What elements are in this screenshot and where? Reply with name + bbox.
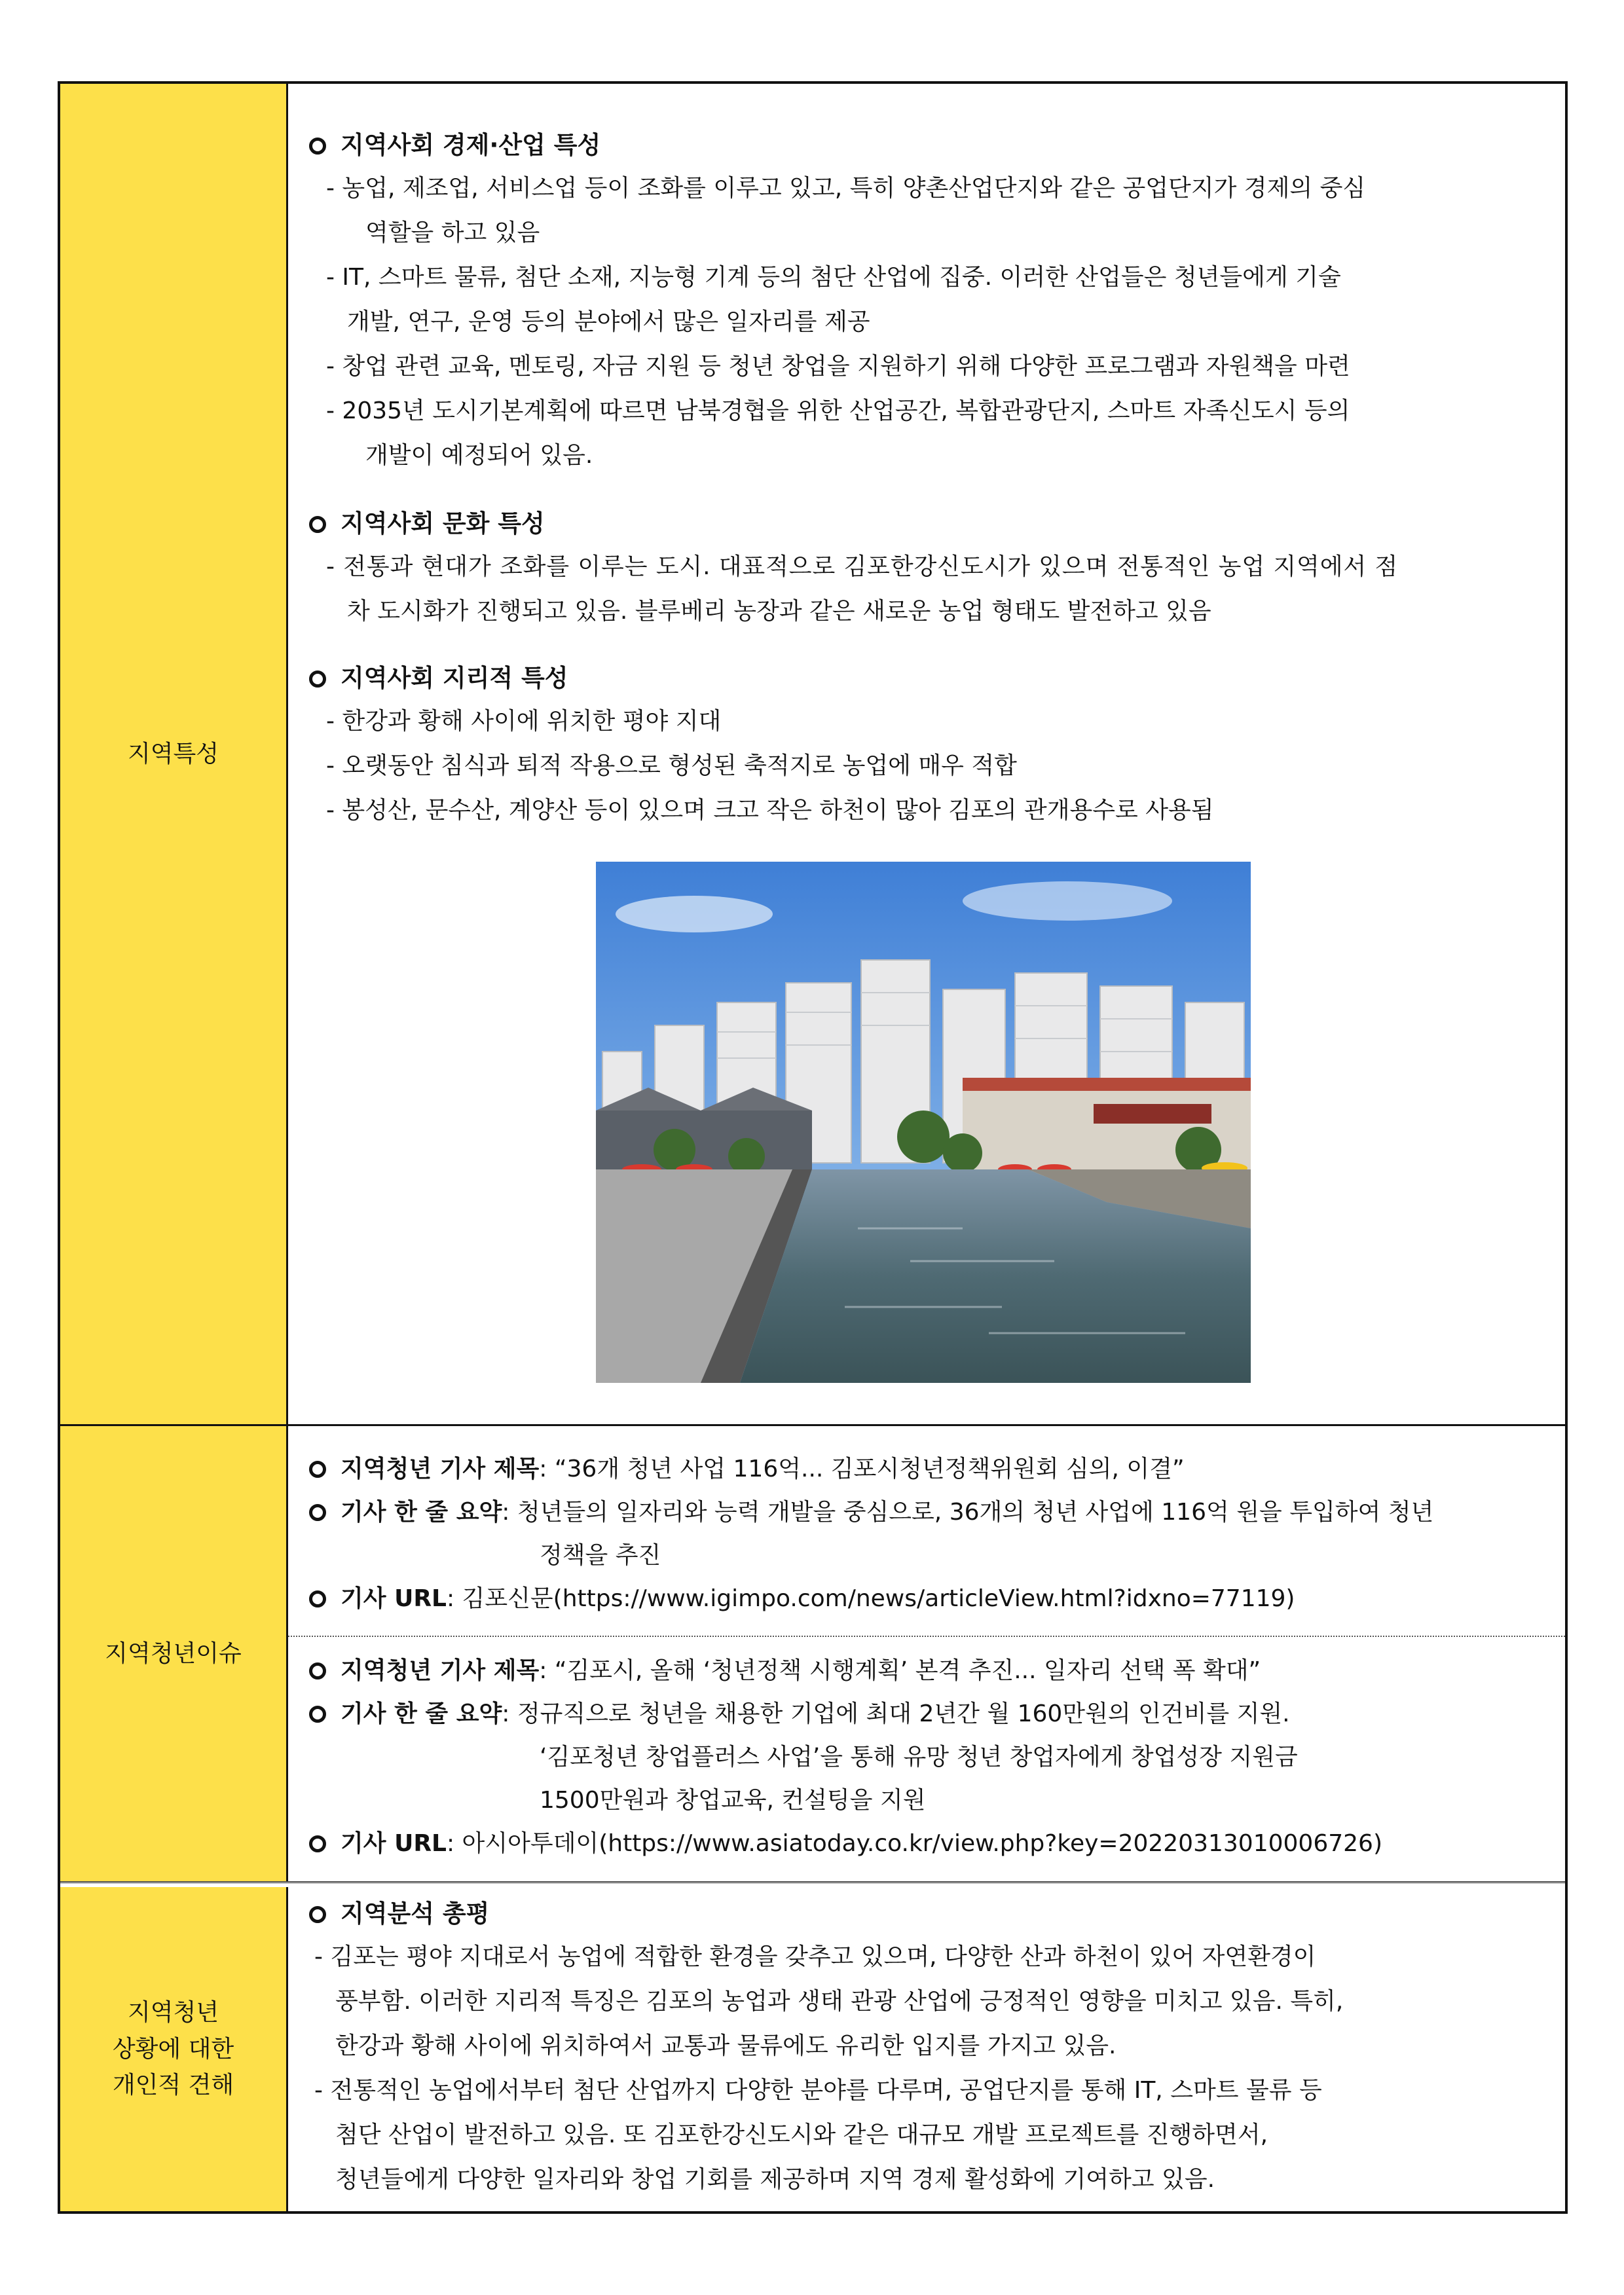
opinion-line: 청년들에게 다양한 일자리와 창업 기회를 제공하며 지역 경제 활성화에 기여하고 있음.: [335, 2166, 1215, 2193]
economy-line: 역할을 하고 있음: [365, 219, 540, 246]
label-regional-text: 지역특성: [127, 740, 219, 767]
opinion-line: - 김포는 평야 지대로서 농업에 적합한 환경을 갖추고 있으며, 다양한 산과 하천이 있어 자연환경이: [314, 1943, 1316, 1970]
row-opinion: [60, 1887, 1565, 2211]
article-1-summary-cont: 정책을 추진: [540, 1542, 661, 1569]
circle-bullet-icon: [309, 1662, 326, 1680]
circle-bullet-icon: [309, 1706, 326, 1723]
section-heading-culture: 지역사회 문화 특성: [309, 504, 545, 539]
geography-line: - 봉성산, 문수산, 계양산 등이 있으며 크고 작은 하천이 많아 김포의 관개용수로 사용됨: [326, 797, 1214, 824]
opinion-line: - 전통적인 농업에서부터 첨단 산업까지 다양한 분야를 다루며, 공업단지를 통해 IT, 스마트 물류 등: [314, 2077, 1322, 2104]
circle-bullet-icon: [309, 516, 326, 533]
article-2-summary-cont: 1500만원과 창업교육, 컨설팅을 지원: [540, 1787, 926, 1814]
section-heading-summary: 지역분석 총평: [309, 1894, 489, 1929]
label-youth-issues: [60, 1426, 288, 1881]
economy-line: - 농업, 제조업, 서비스업 등이 조화를 이루고 있고, 특히 양촌산업단지와 같은 공업단지가 경제의 중심: [326, 175, 1366, 202]
circle-bullet-icon: [309, 1461, 326, 1478]
economy-line: - 창업 관련 교육, 멘토링, 자금 지원 등 청년 창업을 지원하기 위해 다양한 프로그램과 자원책을 마련: [326, 353, 1350, 380]
article-1-title: 지역청년 기사 제목: “36개 청년 사업 116억... 김포시청년정책위원회 심의, 이결”: [309, 1450, 1185, 1484]
economy-line: 개발, 연구, 운영 등의 분야에서 많은 일자리를 제공: [347, 308, 870, 335]
opinion-line: 풍부함. 이러한 지리적 특징은 김포의 농업과 생태 관광 산업에 긍정적인 영향을 미치고 있음. 특히,: [335, 1988, 1344, 2015]
opinion-line: 첨단 산업이 발전하고 있음. 또 김포한강신도시와 같은 대규모 개발 프로젝트를 진행하면서,: [335, 2121, 1268, 2148]
document-table: [58, 81, 1568, 2214]
geography-line: - 한강과 황해 사이에 위치한 평야 지대: [326, 708, 722, 735]
culture-line: 차 도시화가 진행되고 있음. 블루베리 농장과 같은 새로운 농업 형태도 발전하고 있음: [347, 598, 1211, 625]
row-youth-issues: [60, 1426, 1565, 1883]
economy-line: - IT, 스마트 물류, 첨단 소재, 지능형 기계 등의 첨단 산업에 집중. 이러한 산업들은 청년들에게 기술: [326, 264, 1341, 291]
circle-bullet-icon: [309, 138, 326, 155]
youth-issues-content: [288, 1426, 1565, 1881]
article-2-url: 기사 URL: 아시아투데이(https://www.asiatoday.co.kr/view.php?key=20220313010006726): [309, 1825, 1382, 1858]
circle-bullet-icon: [309, 1906, 326, 1923]
culture-line: - 전통과 현대가 조화를 이루는 도시. 대표적으로 김포한강신도시가 있으며 전통적인 농업 지역에서 점: [326, 553, 1399, 580]
article-1-url: 기사 URL: 김포신문(https://www.igimpo.com/news/articleView.html?idxno=77119): [309, 1580, 1295, 1613]
circle-bullet-icon: [309, 670, 326, 688]
label-opinion: [60, 1887, 288, 2211]
circle-bullet-icon: [309, 1835, 326, 1852]
row-regional: [60, 84, 1565, 1426]
economy-line: 개발이 예정되어 있음.: [365, 442, 593, 469]
article-divider: [288, 1636, 1565, 1637]
section-heading-geography: 지역사회 지리적 특성: [309, 658, 568, 693]
geography-line: - 오랫동안 침식과 퇴적 작용으로 형성된 축적지로 농업에 매우 적합: [326, 752, 1017, 779]
label-opinion-text: 지역청년 상황에 대한 개인적 견해: [112, 1998, 234, 2099]
circle-bullet-icon: [309, 1590, 326, 1607]
label-regional: [60, 84, 288, 1424]
section-heading-economy: 지역사회 경제·산업 특성: [309, 125, 600, 160]
regional-content: [288, 84, 1565, 1424]
opinion-line: 한강과 황해 사이에 위치하여서 교통과 물류에도 유리한 입지를 가지고 있음.: [335, 2032, 1116, 2059]
label-youth-issues-text: 지역청년이슈: [105, 1640, 242, 1667]
economy-line: - 2035년 도시기본계획에 따르면 남북경협을 위한 산업공간, 복합관광단지, 스마트 자족신도시 등의: [326, 397, 1350, 424]
circle-bullet-icon: [309, 1504, 326, 1521]
article-2-summary-cont: ‘김포청년 창업플러스 사업’을 통해 유망 청년 창업자에게 창업성장 지원금: [540, 1744, 1298, 1771]
article-2-summary: 기사 한 줄 요약: 정규직으로 청년을 채용한 기업에 최대 2년간 월 160만원의 인건비를 지원.: [309, 1695, 1290, 1729]
article-1-summary: 기사 한 줄 요약: 청년들의 일자리와 능력 개발을 중심으로, 36개의 청년 사업에 116억 원을 투입하여 청년: [309, 1494, 1433, 1527]
riverside-city-photo: [596, 862, 1251, 1383]
opinion-content: [288, 1887, 1565, 2211]
article-2-title: 지역청년 기사 제목: “김포시, 올해 ‘청년정책 시행계획’ 본격 추진... 일자리 선택 폭 확대”: [309, 1652, 1261, 1685]
